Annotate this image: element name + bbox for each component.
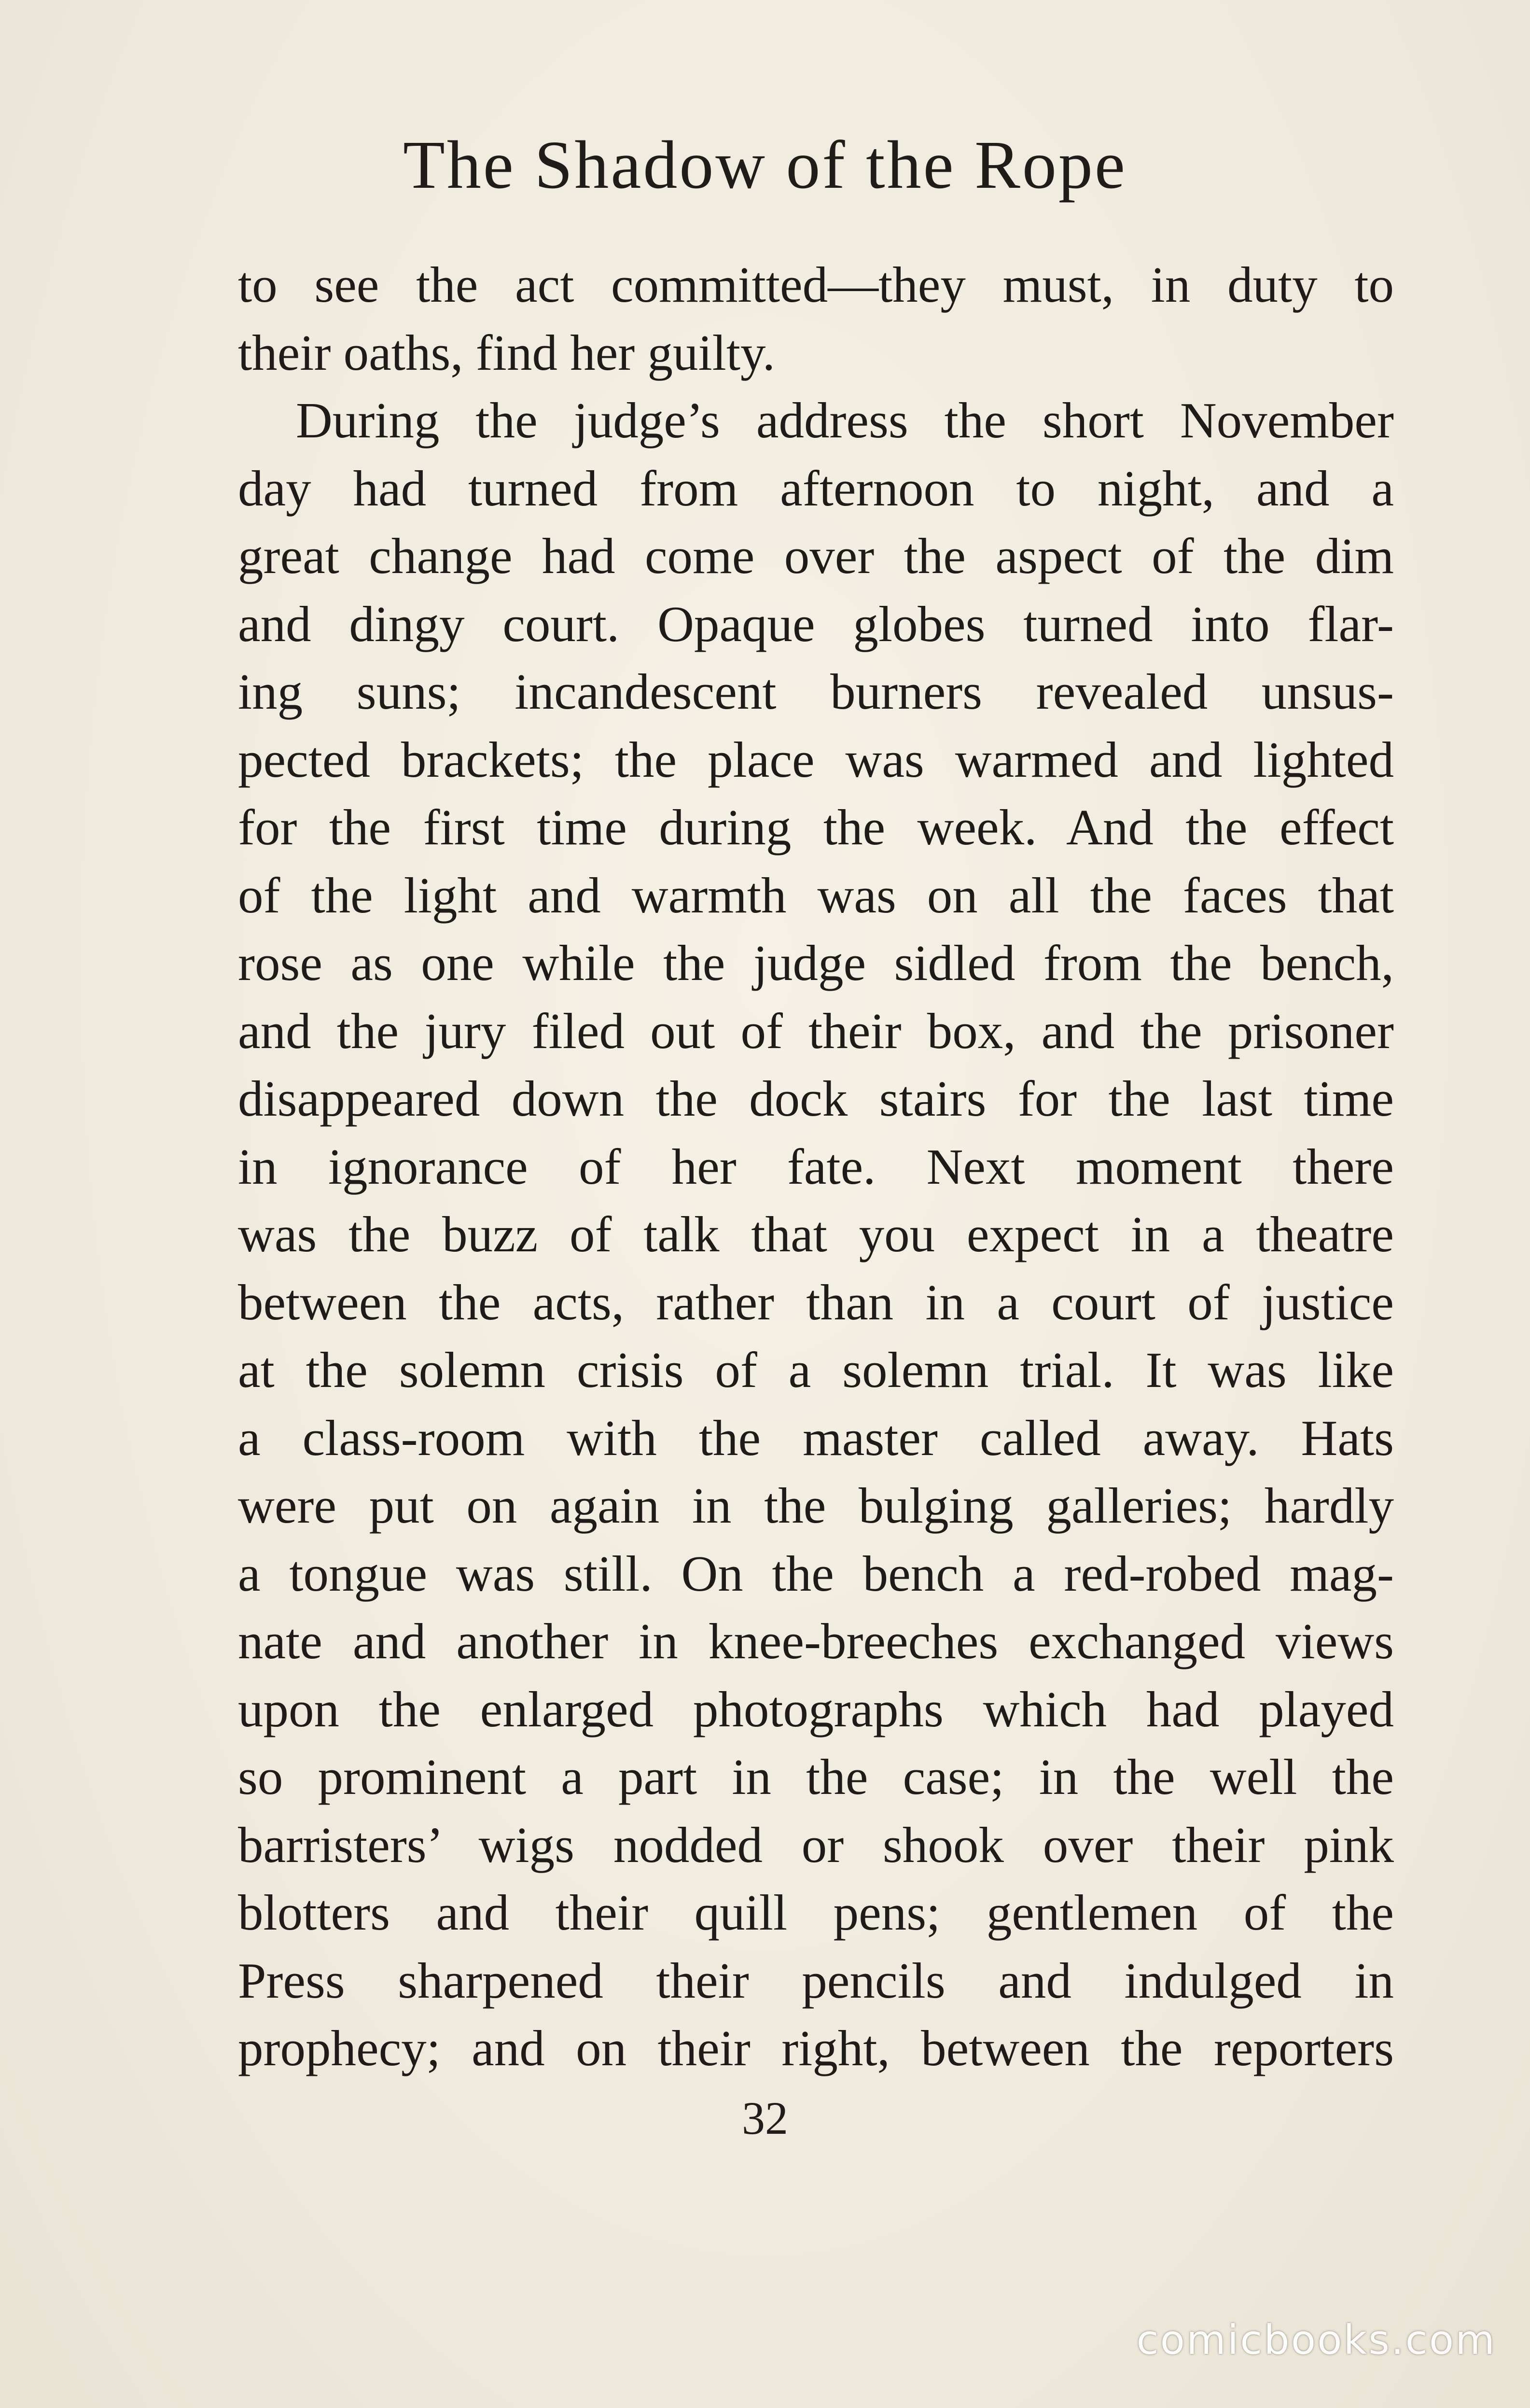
text-line: in ignorance of her fate. Next moment there	[238, 1138, 1394, 1195]
text-line: so prominent a part in the case; in the well the	[238, 1749, 1394, 1805]
text-line: rose as one while the judge sidled from the bench,	[238, 935, 1394, 991]
text-line: Press sharpened their pencils and indulged in	[238, 1952, 1394, 2009]
text-line: was the buzz of talk that you expect in a theatre	[238, 1206, 1394, 1262]
text-line: day had turned from afternoon to night, and a	[238, 460, 1394, 517]
text-line: ing suns; incandescent burners revealed unsus-	[238, 663, 1394, 720]
text-line: and the jury filed out of their box, and the prisoner	[238, 1002, 1394, 1059]
text-line: and dingy court. Opaque globes turned into flar-	[238, 595, 1394, 652]
text-line: pected brackets; the place was warmed and lighted	[238, 731, 1394, 788]
text-line: were put on again in the bulging galleries; hardly	[238, 1477, 1394, 1534]
site-watermark: comicbooks.com	[1136, 2316, 1496, 2364]
running-title: The Shadow of the Rope	[403, 126, 1127, 203]
text-line: blotters and their quill pens; gentlemen of the	[238, 1884, 1394, 1941]
text-line: a class-room with the master called away. Hats	[238, 1409, 1394, 1466]
text-line: for the first time during the week. And the effect	[238, 799, 1394, 855]
text-line: prophecy; and on their right, between the reporters	[238, 2020, 1394, 2076]
text-line: barristers’ wigs nodded or shook over their pink	[238, 1816, 1394, 1873]
text-line: to see the act committed—they must, in duty to	[238, 256, 1394, 313]
text-line: disappeared down the dock stairs for the last time	[238, 1070, 1394, 1127]
text-line: great change had come over the aspect of the dim	[238, 528, 1394, 584]
page-number: 32	[742, 2092, 788, 2144]
text-line: upon the enlarged photographs which had played	[238, 1680, 1394, 1737]
text-line: of the light and warmth was on all the faces that	[238, 867, 1394, 924]
text-line: nate and another in knee-breeches exchanged views	[238, 1613, 1394, 1669]
text-line: at the solemn crisis of a solemn trial. It was like	[238, 1342, 1394, 1398]
text-line: During the judge’s address the short November	[296, 392, 1394, 448]
body-text	[238, 251, 1394, 2083]
text-line: a tongue was still. On the bench a red-robed mag-	[238, 1545, 1394, 1602]
text-line: between the acts, rather than in a court of justice	[238, 1274, 1394, 1330]
text-line: their oaths, find her guilty.	[238, 324, 775, 381]
